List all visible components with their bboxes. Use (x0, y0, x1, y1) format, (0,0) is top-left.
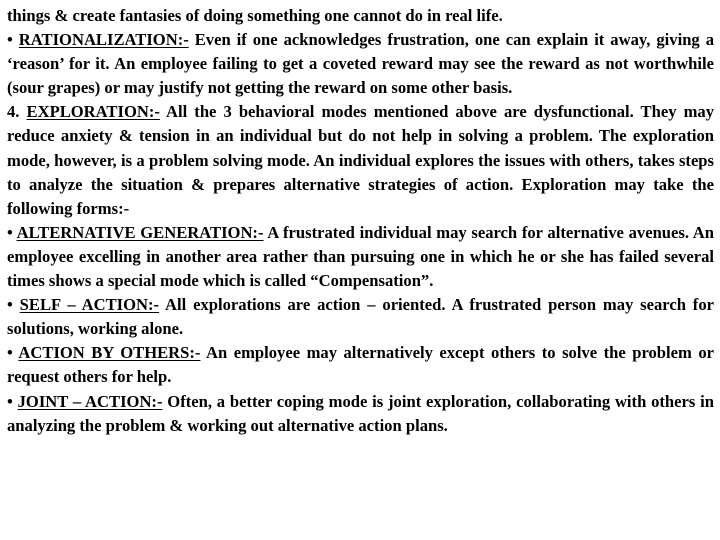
joint-action-text: Often, a better coping mode is joint exploration, collaborating with others in analyzing the problem & working out alternative action plans. (7, 391, 714, 435)
bullet-icon: • (7, 343, 13, 363)
self-action-text: All explorations are action – oriented. A frustrated person may search for solutions, working alone. (7, 295, 714, 339)
self-action-heading: SELF – ACTION:- (19, 295, 160, 315)
rationalization-heading: RATIONALIZATION:- (18, 30, 189, 50)
exploration-heading: EXPLORATION:- (26, 102, 160, 122)
exploration-paragraph (7, 100, 714, 220)
rationalization-text: Even if one acknowledges frustration, one can explain it away, giving a ‘reason’ for it. An employee failing to get a coveted reward may see the reward as not worthwhile (sour grapes) or may justify not getting the reward on some other basis. (7, 30, 714, 98)
rationalization-paragraph (7, 28, 714, 100)
bullet-icon: • (7, 391, 13, 411)
joint-action-heading: JOINT – ACTION:- (17, 391, 163, 411)
intro-paragraph (7, 4, 714, 28)
action-by-others-text: An employee may alternatively except others to solve the problem or request others for help. (7, 343, 714, 387)
action-by-others-paragraph (7, 341, 714, 389)
bullet-icon: • (7, 295, 13, 315)
alternative-generation-text: A frustrated individual may search for alternative avenues. An employee excelling in another area rather than pursuing one in which he or she has failed several times shows a special mode which is called “Compensation”. (7, 222, 714, 291)
intro-text: things & create fantasies of doing something one cannot do in real life. (7, 6, 503, 25)
self-action-paragraph (7, 293, 714, 341)
exploration-text: All the 3 behavioral modes mentioned above are dysfunctional. They may reduce anxiety & tension in an individual but do not help in solving a problem. The exploration mode, however, is a problem solving mode. An individual explores the issues with others, takes steps to analyze the situation & prepares alternative strategies of action. Exploration may take the following forms:- (7, 102, 714, 218)
bullet-icon: • (7, 222, 13, 242)
joint-action-paragraph (7, 390, 714, 438)
exploration-number: 4. (7, 102, 20, 122)
alternative-generation-heading: ALTERNATIVE GENERATION:- (16, 222, 264, 242)
action-by-others-heading: ACTION BY OTHERS:- (18, 343, 201, 363)
alternative-generation-paragraph (7, 221, 714, 293)
bullet-icon: • (7, 30, 13, 50)
